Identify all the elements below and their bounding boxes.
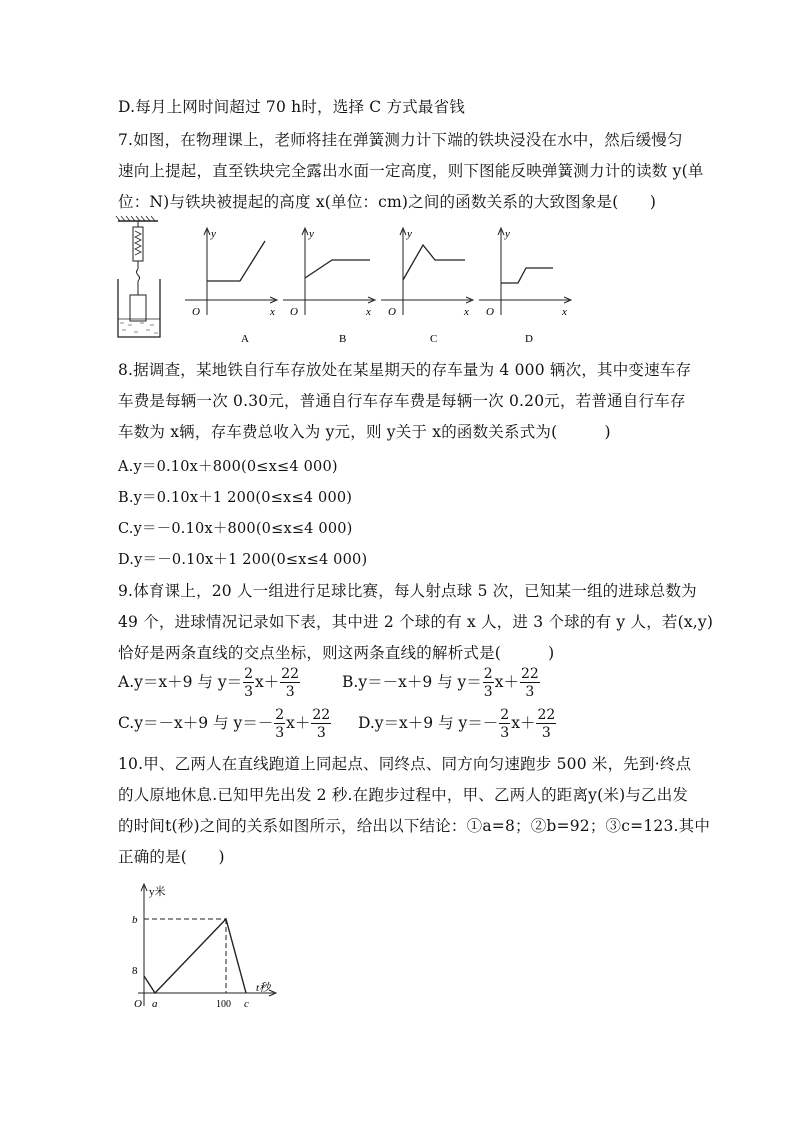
q9-option-c-prefix: C.y＝－x＋9 与 y＝－ bbox=[118, 714, 274, 732]
denominator: 3 bbox=[244, 684, 254, 700]
q9-option-b-prefix: B.y＝－x＋9 与 y＝ bbox=[342, 673, 482, 691]
q8-option-b: B.y＝0.10x＋1 200(0≤x≤4 000) bbox=[118, 490, 353, 506]
q10-hundred-label: 100 bbox=[216, 999, 231, 1010]
graph-b-caption: B bbox=[339, 333, 347, 345]
graph-d-caption: D bbox=[525, 333, 533, 345]
q9-option-a-prefix: A.y＝x＋9 与 y＝ bbox=[118, 673, 243, 691]
graph-d-y-axis-label: y bbox=[505, 228, 510, 240]
fraction bbox=[280, 667, 300, 699]
q8-option-d: D.y＝－0.10x＋1 200(0≤x≤4 000) bbox=[118, 552, 368, 568]
graph-d bbox=[479, 228, 571, 345]
numerator: 2 bbox=[483, 666, 493, 682]
q10-line-1: 10.甲、乙两人在直线跑道上同起点、同终点、同方向匀速跑步 500 米，先到·终点 bbox=[118, 755, 692, 773]
q6-option-d: D.每月上网时间超过 70 h时，选择 C 方式最省钱 bbox=[118, 98, 465, 116]
q8-option-a: A.y＝0.10x＋800(0≤x≤4 000) bbox=[118, 459, 338, 475]
q9-option-b-mid: x＋ bbox=[494, 673, 519, 691]
fraction bbox=[274, 708, 285, 740]
q9-option-b bbox=[342, 667, 541, 699]
graph-a-caption: A bbox=[241, 333, 249, 345]
q7-line-1: 7.如图，在物理课上，老师将挂在弹簧测力计下端的铁块浸没在水中，然后缓慢匀 bbox=[118, 131, 683, 149]
denominator: 3 bbox=[500, 725, 510, 741]
q10-line-4: 正确的是( ) bbox=[118, 848, 225, 866]
fraction bbox=[483, 667, 494, 699]
q9-option-d-mid: x＋ bbox=[511, 714, 536, 732]
q9-line-3: 恰好是两条直线的交点坐标，则这两条直线的解析式是( ) bbox=[118, 644, 555, 662]
graph-d-origin-label: O bbox=[486, 306, 494, 318]
spring-scale-illustration bbox=[116, 216, 160, 337]
fraction bbox=[499, 708, 510, 740]
numerator: 22 bbox=[281, 666, 300, 682]
numerator: 22 bbox=[520, 666, 539, 682]
q10-c-label: c bbox=[244, 998, 249, 1010]
denominator: 3 bbox=[316, 725, 326, 741]
q7-line-3: 位：N)与铁块被提起的高度 x(单位：cm)之间的函数关系的大致图象是( ) bbox=[118, 193, 657, 211]
denominator: 3 bbox=[275, 725, 285, 741]
numerator: 2 bbox=[275, 707, 285, 723]
graph-c-x-axis-label: x bbox=[464, 306, 469, 318]
numerator: 22 bbox=[312, 707, 331, 723]
denominator: 3 bbox=[483, 684, 493, 700]
graph-a-origin-label: O bbox=[192, 306, 200, 318]
graph-d-x-axis-label: x bbox=[562, 306, 567, 318]
q10-line-3: 的时间t(秒)之间的关系如图所示，给出以下结论：①a=8；②b=92；③c=123.其中 bbox=[118, 817, 711, 835]
q7-figure bbox=[110, 215, 580, 350]
q8-line-2: 车费是每辆一次 0.30元，普通自行车存车费是每辆一次 0.20元，若普通自行车存 bbox=[118, 392, 686, 410]
q10-origin-label: O bbox=[134, 998, 142, 1010]
graph-b bbox=[283, 228, 375, 345]
q9-option-a bbox=[118, 667, 301, 699]
fraction bbox=[311, 708, 331, 740]
graph-a-y-axis-label: y bbox=[211, 228, 216, 240]
q7-line-2: 速向上提起，直至铁块完全露出水面一定高度，则下图能反映弹簧测力计的读数 y(单 bbox=[118, 162, 704, 180]
denominator: 3 bbox=[285, 684, 295, 700]
graph-c-origin-label: O bbox=[388, 306, 396, 318]
numerator: 22 bbox=[537, 707, 556, 723]
q8-line-1: 8.据调查，某地铁自行车存放处在某星期天的存车量为 4 000 辆次，其中变速车存 bbox=[118, 361, 692, 379]
graph-b-x-axis-label: x bbox=[366, 306, 371, 318]
q10-graph bbox=[112, 878, 292, 1018]
q9-option-d-prefix: D.y＝x＋9 与 y＝－ bbox=[358, 714, 499, 732]
denominator: 3 bbox=[525, 684, 535, 700]
graph-c-y-axis-label: y bbox=[407, 228, 412, 240]
q8-line-3: 车数为 x辆，存车费总收入为 y元，则 y关于 x的函数关系式为( ) bbox=[118, 423, 611, 441]
q10-eight-label: 8 bbox=[132, 965, 138, 977]
q9-option-c bbox=[118, 708, 332, 740]
q9-option-c-mid: x＋ bbox=[286, 714, 311, 732]
q9-line-2: 49 个，进球情况记录如下表，其中进 2 个球的有 x 人，进 3 个球的有 y 人，若(x,y) bbox=[118, 613, 714, 631]
graph-a-x-axis-label: x bbox=[270, 306, 275, 318]
fraction bbox=[243, 667, 254, 699]
fraction bbox=[520, 667, 540, 699]
q10-line-2: 的人原地休息.已知甲先出发 2 秒.在跑步过程中，甲、乙两人的距离y(米)与乙出发 bbox=[118, 786, 689, 804]
numerator: 2 bbox=[500, 707, 510, 723]
numerator: 2 bbox=[244, 666, 254, 682]
q10-a-label: a bbox=[152, 998, 158, 1010]
q10-y-axis-label: y米 bbox=[149, 886, 166, 898]
graph-a bbox=[185, 228, 277, 345]
graph-c-caption: C bbox=[430, 333, 438, 345]
q8-option-c: C.y＝－0.10x＋800(0≤x≤4 000) bbox=[118, 521, 353, 537]
denominator: 3 bbox=[541, 725, 551, 741]
graph-b-origin-label: O bbox=[290, 306, 298, 318]
fraction bbox=[536, 708, 556, 740]
q9-line-1: 9.体育课上，20 人一组进行足球比赛，每人射点球 5 次，已知某一组的进球总数为 bbox=[118, 582, 697, 600]
q10-x-axis-label: t秒 bbox=[256, 982, 271, 994]
q10-b-label: b bbox=[132, 914, 138, 926]
graph-b-y-axis-label: y bbox=[309, 228, 314, 240]
q9-option-a-mid: x＋ bbox=[255, 673, 280, 691]
graph-c bbox=[381, 228, 473, 345]
q9-option-d bbox=[358, 708, 557, 740]
